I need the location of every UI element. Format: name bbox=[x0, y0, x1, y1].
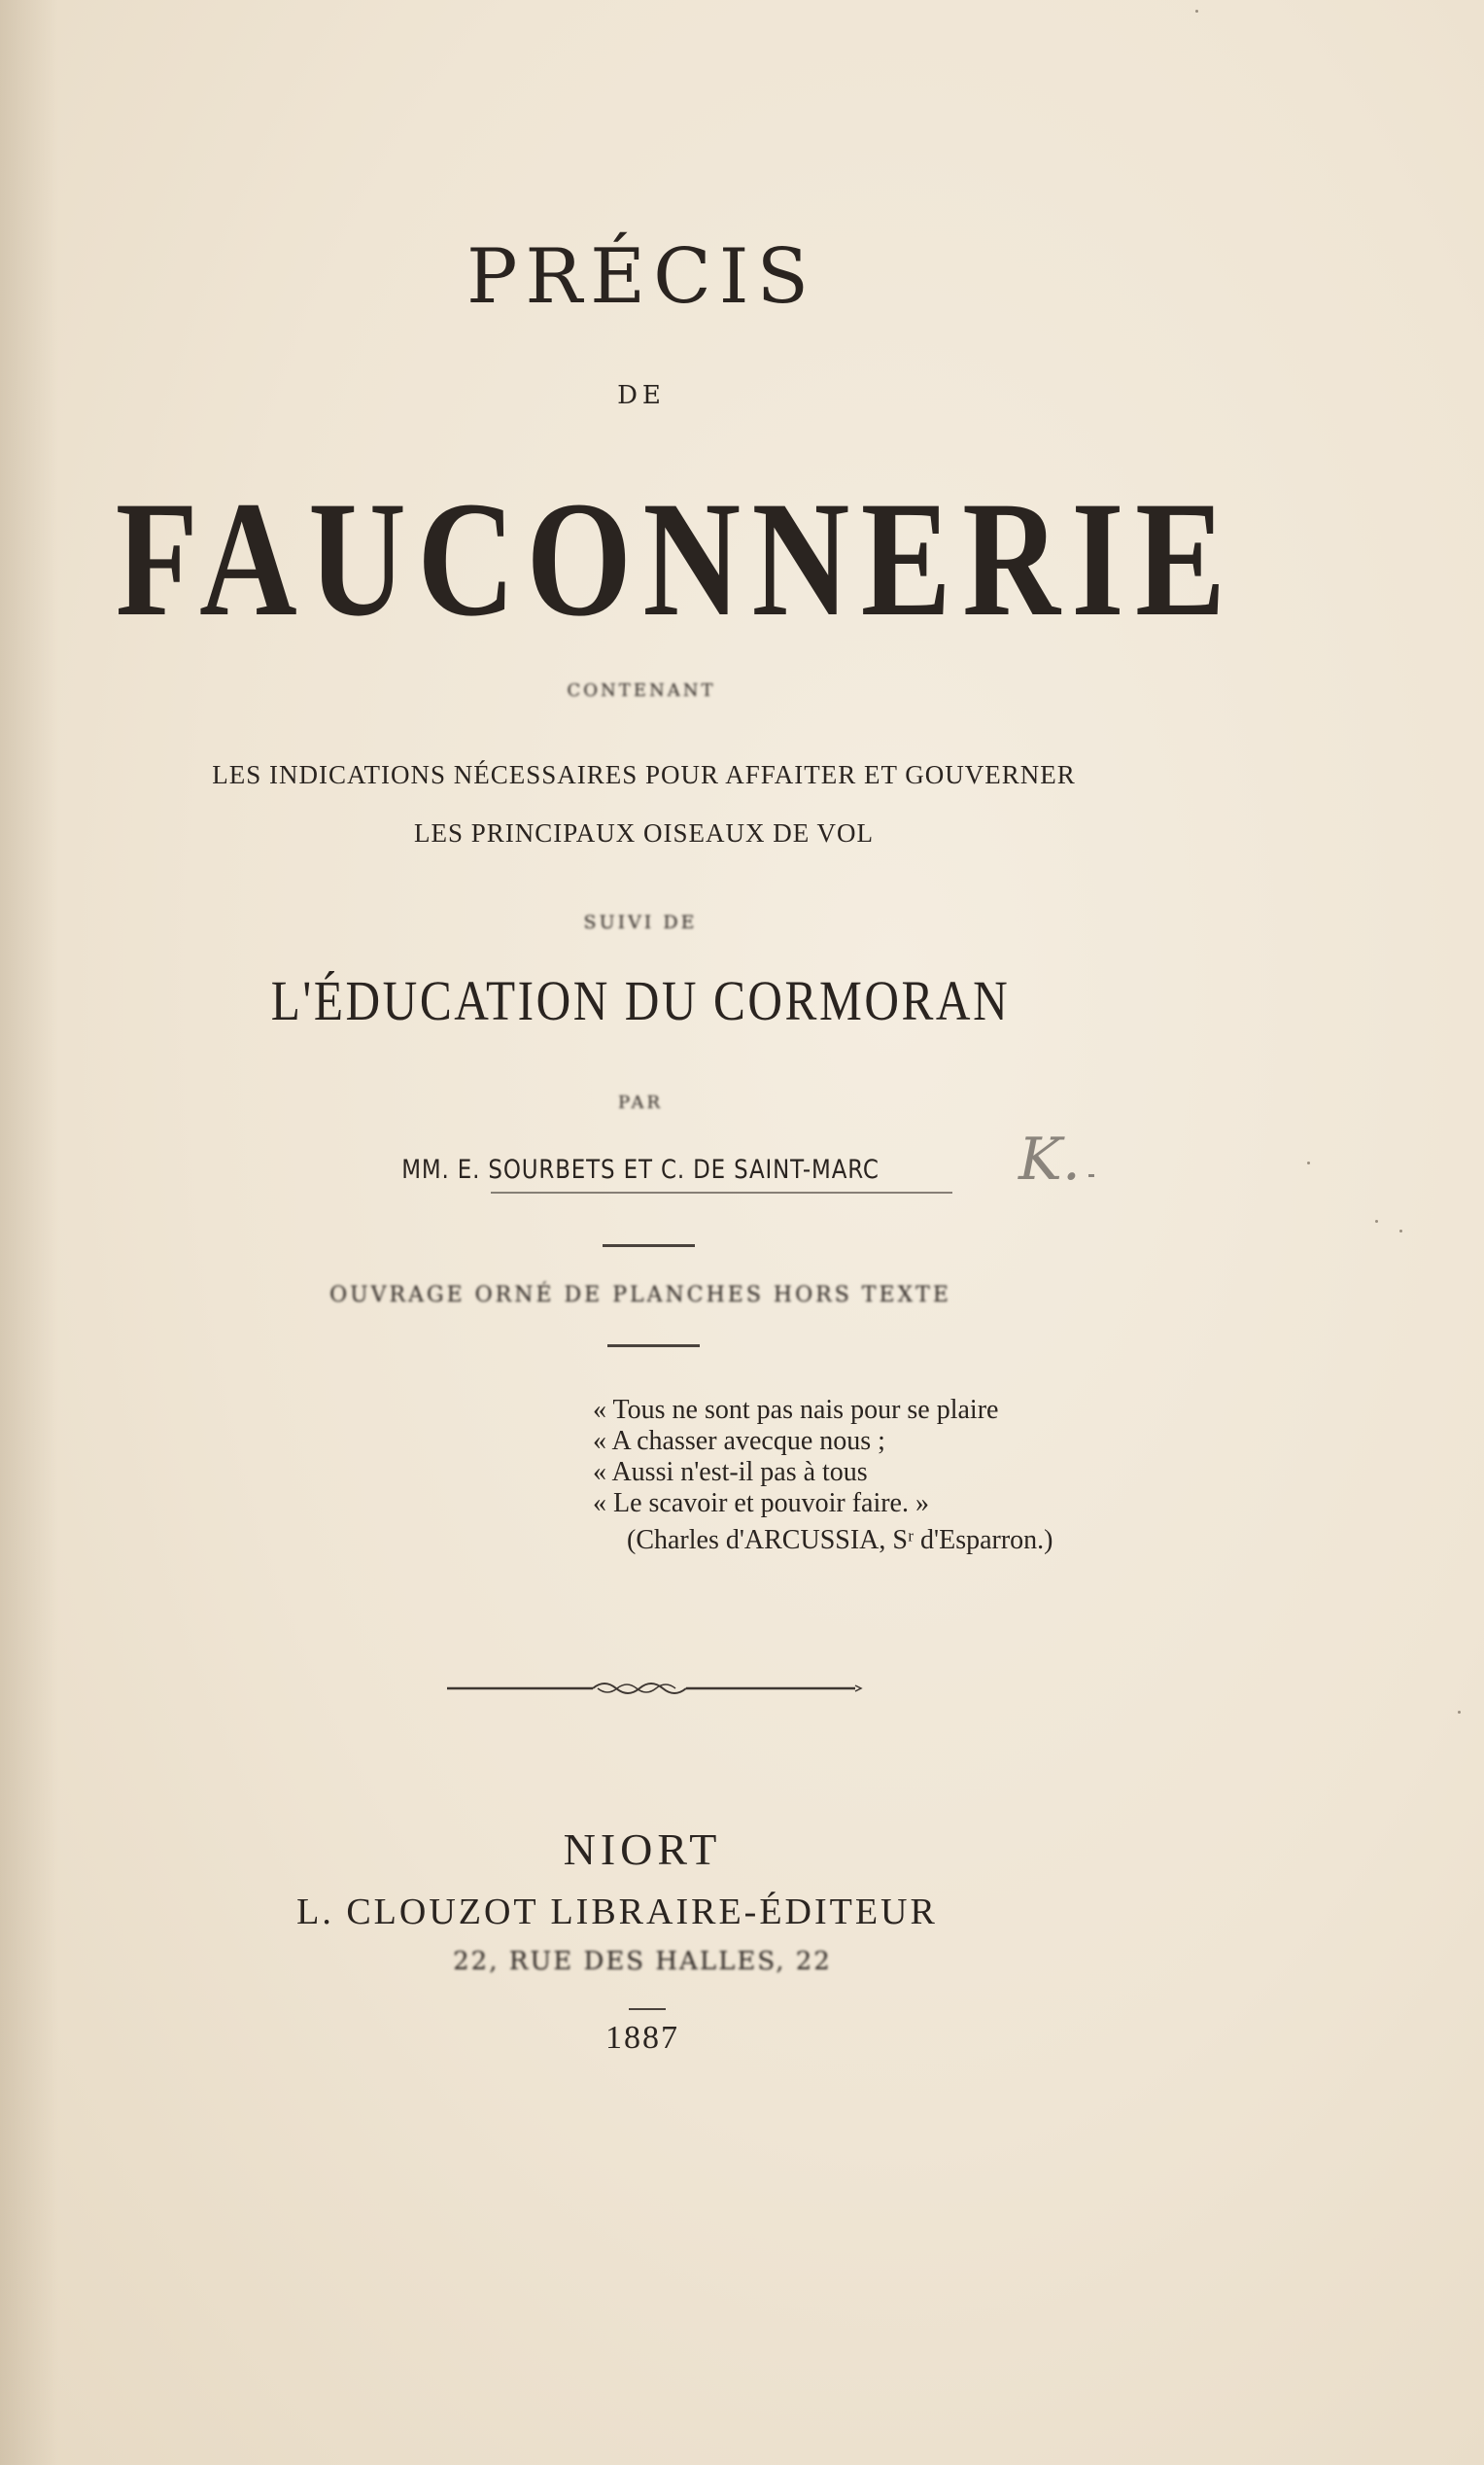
subtitle-line-2: LES PRINCIPAUX OISEAUX DE VOL bbox=[413, 818, 875, 848]
imprint-year: 1887 bbox=[605, 2020, 679, 2056]
pencil-note: K. bbox=[1018, 1126, 1081, 1194]
pencil-dot bbox=[1088, 1174, 1094, 1177]
divider-rule-top bbox=[603, 1244, 695, 1247]
imprint-city: NIORT bbox=[563, 1824, 722, 1874]
binding-shadow bbox=[0, 0, 58, 2465]
title-de: DE bbox=[617, 381, 666, 410]
imprint-rule bbox=[629, 2008, 666, 2010]
paper-speck bbox=[1458, 1711, 1461, 1714]
divider-rule-bottom bbox=[607, 1344, 700, 1347]
illustrations-note: OUVRAGE ORNÉ DE PLANCHES HORS TEXTE bbox=[329, 1283, 951, 1307]
pencil-underline bbox=[491, 1192, 952, 1194]
ornament-divider-icon bbox=[447, 1677, 865, 1700]
paper-speck bbox=[1307, 1162, 1310, 1164]
subtitle-contenant: CONTENANT bbox=[567, 680, 716, 701]
paper-speck bbox=[1399, 1230, 1402, 1232]
paper-speck bbox=[1375, 1220, 1378, 1223]
subtitle-education: L'ÉDUCATION DU CORMORAN bbox=[270, 969, 1011, 1032]
epigraph-line: « Le scavoir et pouvoir faire. » bbox=[593, 1488, 929, 1518]
imprint-address: 22, RUE DES HALLES, 22 bbox=[453, 1947, 832, 1976]
subtitle-suivi: SUIVI DE bbox=[583, 912, 698, 933]
epigraph bbox=[593, 1395, 1053, 1556]
title-fauconnerie: FAUCONNERIE bbox=[115, 468, 1237, 650]
epigraph-line: « A chasser avecque nous ; bbox=[593, 1426, 885, 1456]
epigraph-line: « Tous ne sont pas nais pour se plaire bbox=[593, 1395, 999, 1425]
imprint-publisher: L. CLOUZOT LIBRAIRE-ÉDITEUR bbox=[296, 1892, 938, 1932]
epigraph-attribution: (Charles d'ARCUSSIA, Sʳ d'Esparron.) bbox=[627, 1525, 1053, 1555]
title-precis: PRÉCIS bbox=[466, 233, 817, 321]
paper-speck bbox=[1195, 10, 1198, 13]
byline-authors: MM. E. SOURBETS ET C. DE SAINT-MARC bbox=[401, 1155, 880, 1185]
epigraph-line: « Aussi n'est-il pas à tous bbox=[593, 1457, 868, 1487]
subtitle-line-1: LES INDICATIONS NÉCESSAIRES POUR AFFAITER ET GOUVERNER bbox=[212, 760, 1076, 789]
byline-par: PAR bbox=[617, 1093, 663, 1113]
